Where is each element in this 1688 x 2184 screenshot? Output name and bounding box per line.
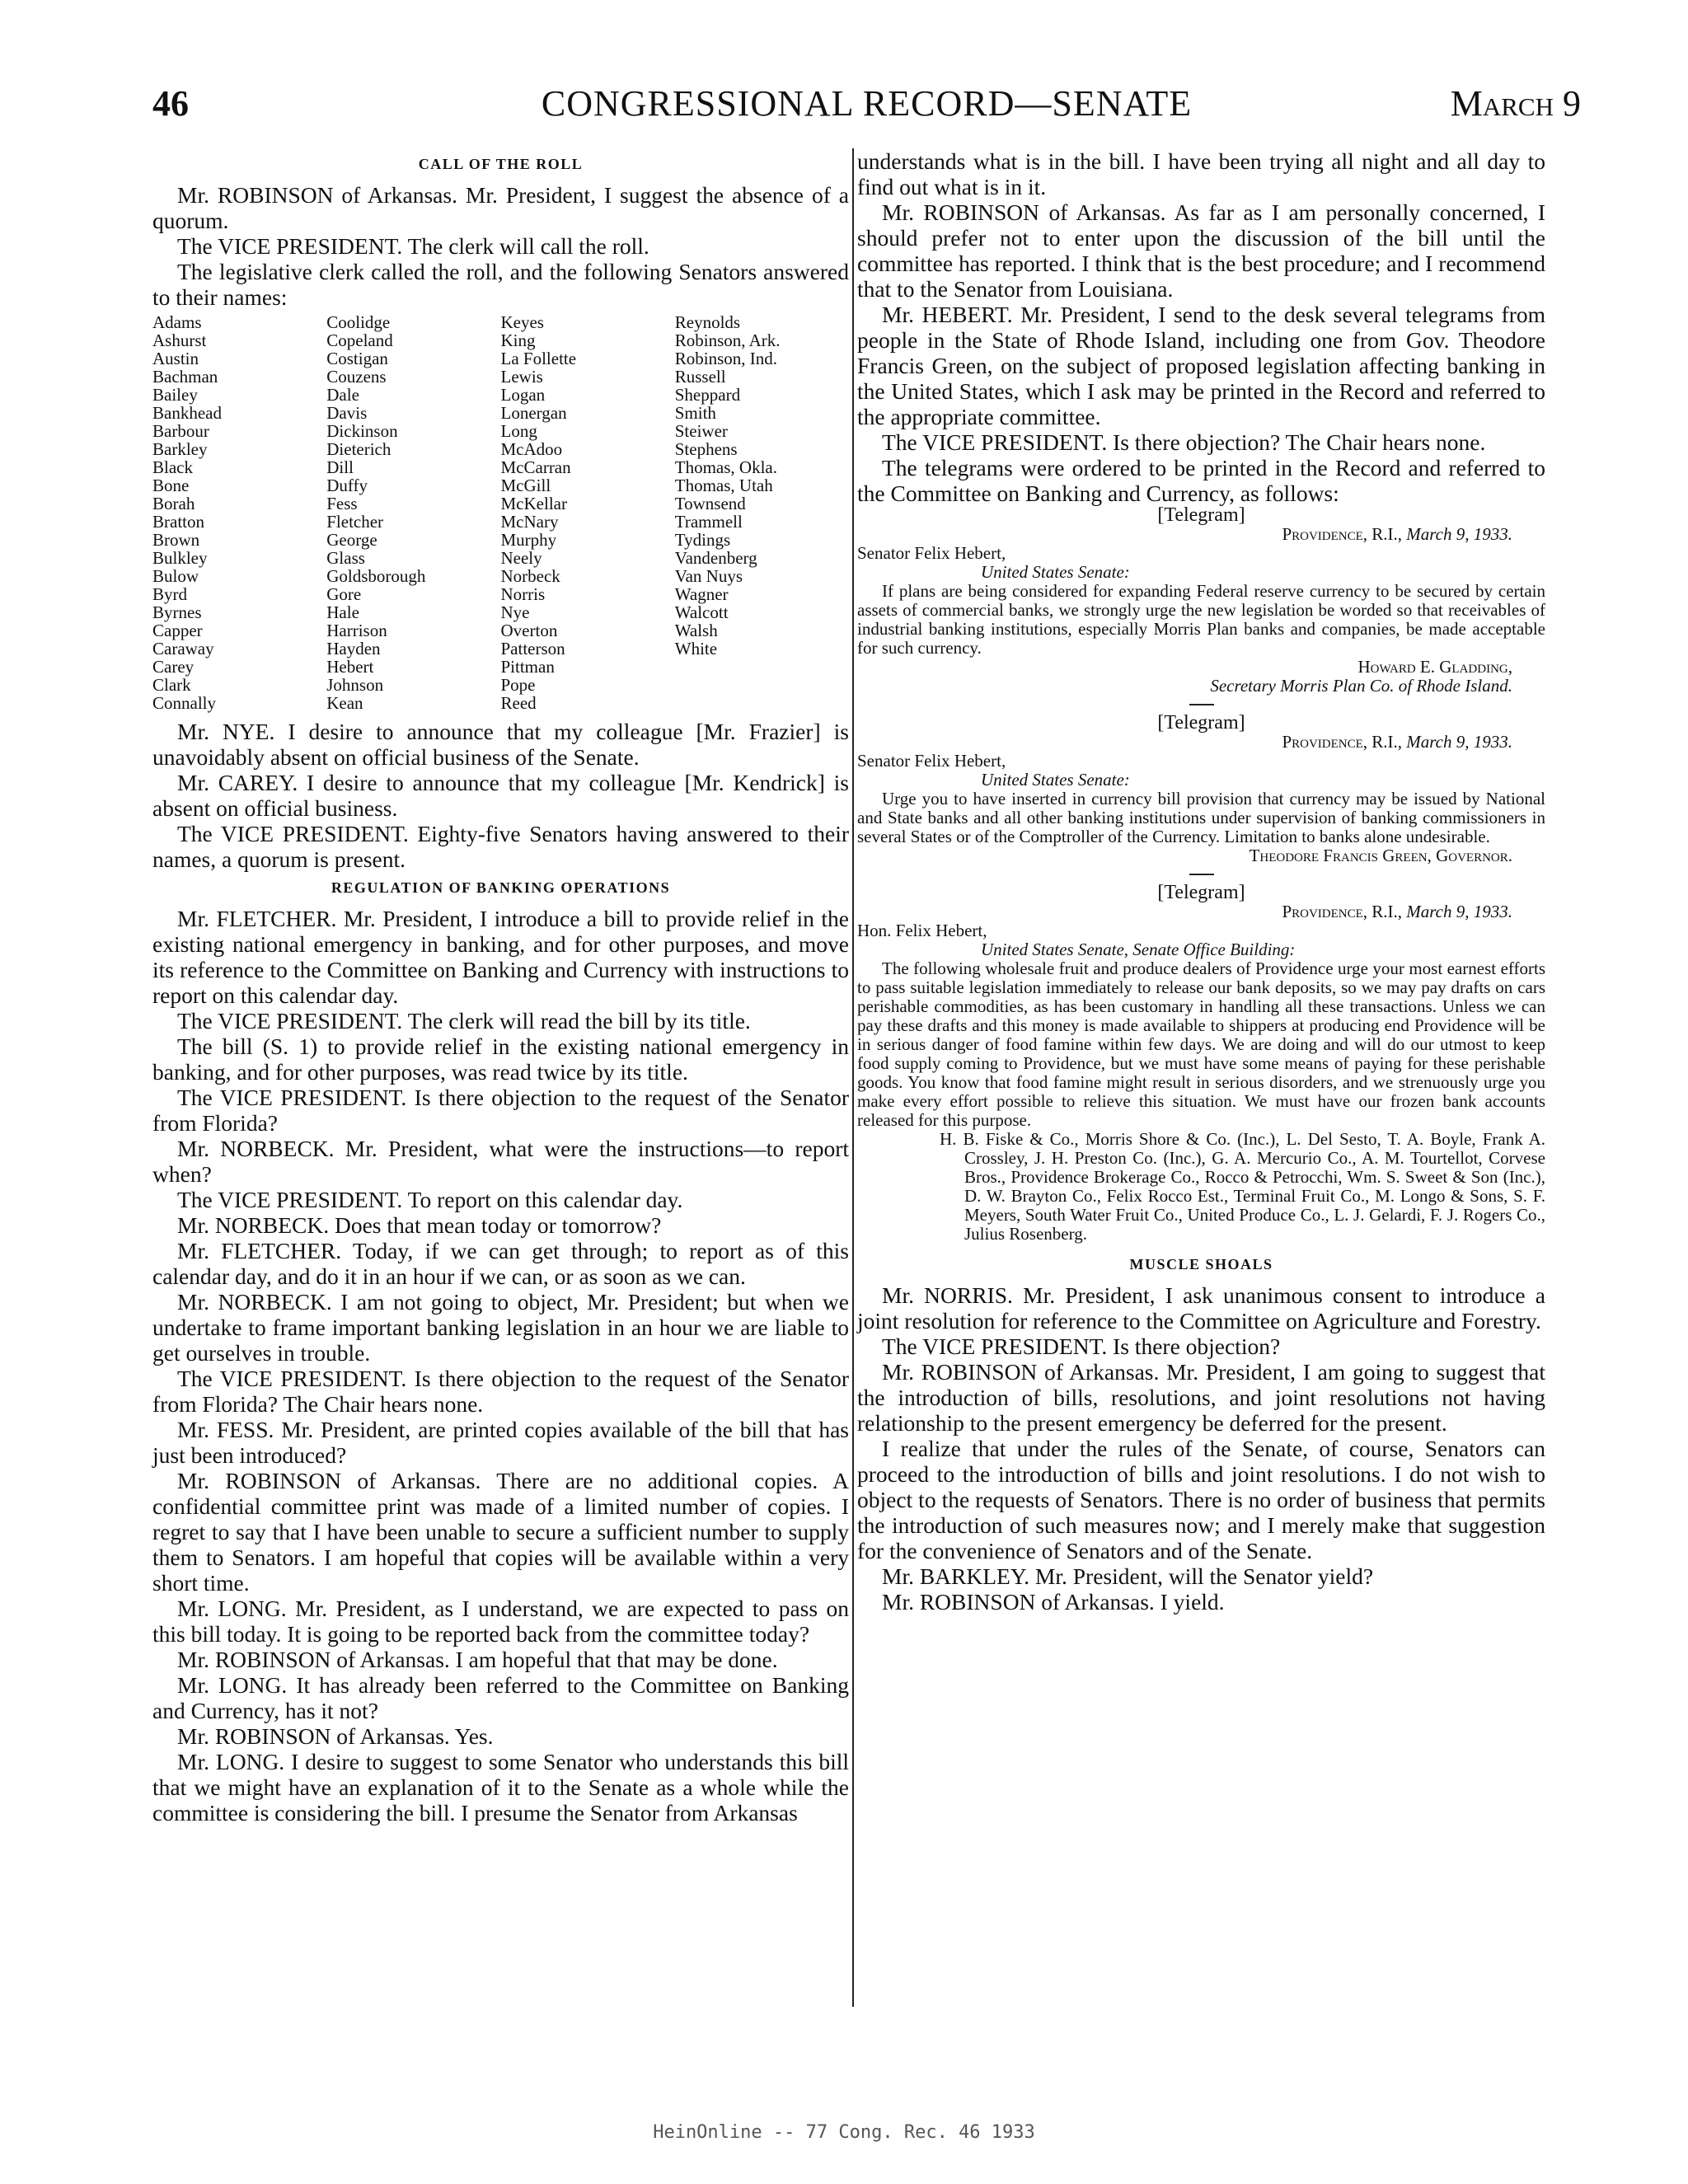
paragraph: Mr. ROBINSON of Arkansas. Mr. President, I suggest the absence of a quorum.: [152, 182, 849, 233]
paragraph: Mr. FLETCHER. Mr. President, I introduce a bill to provide relief in the existing national emergency in banking, and for other purposes, and move its reference to the Committee on Banking and Currency with instructions to report on this calendar day.: [152, 906, 849, 1008]
senator-name: Bailey: [152, 385, 198, 405]
senator-name: Lewis: [500, 367, 543, 387]
senator-name: Goldsborough: [326, 566, 426, 586]
senator-name: Couzens: [326, 367, 387, 387]
senator-name: Reed: [500, 693, 537, 713]
senator-name: Patterson: [500, 639, 565, 658]
telegram-addressee: Senator Felix Hebert,: [857, 543, 1006, 563]
senator-name: Black: [152, 457, 193, 477]
telegram-addressee: Senator Felix Hebert,: [857, 751, 1006, 771]
senator-name: McCarran: [500, 457, 571, 477]
paragraph: The VICE PRESIDENT. Is there objection? The Chair hears none.: [882, 429, 1486, 455]
paragraph: Mr. ROBINSON of Arkansas. As far as I am personally concerned, I should prefer not to enter upon the discussion of the bill until the committee has reported. I think that is the best procedure; and I recommend that to the Senator from Louisiana.: [857, 199, 1545, 302]
senator-name: Ashurst: [152, 330, 207, 350]
senator-name: Fletcher: [326, 512, 384, 532]
paragraph: Mr. ROBINSON of Arkansas. Yes.: [177, 1723, 494, 1749]
senator-name: Byrnes: [152, 602, 202, 622]
senator-name: Keyes: [500, 312, 544, 332]
senator-name: Glass: [326, 548, 365, 568]
paragraph: Mr. LONG. I desire to suggest to some Senator who understands this bill that we might have an explanation of it to the Senate as a whole while the committee is considering the bill. I presume the Senator from Arkansas: [152, 1749, 849, 1825]
paragraph: Mr. NYE. I desire to announce that my colleague [Mr. Frazier] is unavoidably absent on official business of the Senate.: [152, 719, 849, 770]
senator-name: Davis: [326, 403, 368, 423]
paragraph: The VICE PRESIDENT. The clerk will read the bill by its title.: [177, 1008, 751, 1033]
senator-name: Reynolds: [674, 312, 741, 332]
senator-name: Bulow: [152, 566, 199, 586]
paragraph: Mr. NORRIS. Mr. President, I ask unanimous consent to introduce a joint resolution for reference to the Committee on Agriculture and Forestry.: [857, 1282, 1545, 1333]
paragraph: Mr. NORBECK. Mr. President, what were the instructions—to report when?: [152, 1136, 849, 1187]
senator-name: Van Nuys: [674, 566, 743, 586]
senator-name: Norbeck: [500, 566, 560, 586]
senator-name: McGill: [500, 476, 551, 495]
senator-name: Bachman: [152, 367, 218, 387]
telegram-address: United States Senate:: [981, 770, 1130, 790]
paragraph: Mr. ROBINSON of Arkansas. I am hopeful that that may be done.: [177, 1647, 778, 1672]
senator-name: Barbour: [152, 421, 209, 441]
paragraph: understands what is in the bill. I have been trying all night and all day to find out what is in it.: [857, 148, 1545, 199]
senator-name: Overton: [500, 621, 558, 640]
senator-name: Vandenberg: [674, 548, 757, 568]
telegram-label: [Telegram]: [1157, 712, 1245, 733]
roll-column: [675, 313, 849, 712]
paragraph: Mr. LONG. It has already been referred to the Committee on Banking and Currency, has it not?: [152, 1672, 849, 1723]
senator-name: Thomas, Okla.: [674, 457, 777, 477]
paragraph: Mr. LONG. Mr. President, as I understand, we are expected to pass on this bill today. It is going to be reported back from the committee today?: [152, 1596, 849, 1647]
telegram-place: Providence, R.I.,: [1282, 732, 1403, 752]
senator-name: Nye: [500, 602, 530, 622]
senator-name: Stephens: [674, 439, 738, 459]
roll-column: [326, 313, 500, 712]
paragraph: Mr. ROBINSON of Arkansas. There are no additional copies. A confidential committee print was made of a limited number of copies. I regret to say that I have been unable to secure a sufficient number to supply them to Senators. I am hopeful that copies will be available within a very short time.: [152, 1468, 849, 1596]
divider: [1189, 704, 1214, 705]
roll-call-list: [152, 313, 849, 712]
senator-name: Thomas, Utah: [674, 476, 773, 495]
senator-name: Walsh: [674, 621, 718, 640]
senator-name: Duffy: [326, 476, 368, 495]
telegram: [857, 883, 1545, 1244]
senator-name: Johnson: [326, 675, 384, 695]
telegram-body: Urge you to have inserted in currency bill provision that currency may be issued by National and State banks and all other banking institutions under supervision of banking commissioners in several States or of the Comptroller of the Currency. Limitation to banks alone undesirable.: [857, 789, 1545, 846]
senator-name: McNary: [500, 512, 559, 532]
senator-name: Dale: [326, 385, 359, 405]
telegram-signers: H. B. Fiske & Co., Morris Shore & Co. (Inc.), L. Del Sesto, T. A. Boyle, Frank A. Crossley, J. H. Preston Co. (Inc.), G. A. Mercurio Co., A. M. Tourtellot, Corvese Bros., Providence Brokerage Co., Rocco & Petrocchi, Wm. S. Sweet & Son (Inc.), D. W. Brayton Co., Felix Rocco Est., Terminal Fruit Co., M. Longo & Sons, S. F. Meyers, South Water Fruit Co., United Produce Co., L. J. Gelardi, F. J. Rogers Co., Julius Rosenberg.: [940, 1129, 1545, 1244]
senator-name: Lonergan: [500, 403, 567, 423]
telegram-dateline: [857, 525, 1545, 544]
senator-name: Robinson, Ark.: [674, 330, 781, 350]
paragraph: Mr. BARKLEY. Mr. President, will the Senator yield?: [882, 1563, 1374, 1589]
senator-name: Capper: [152, 621, 203, 640]
senator-name: Brown: [152, 530, 200, 550]
telegram-address: United States Senate:: [981, 562, 1130, 582]
senator-name: Murphy: [500, 530, 557, 550]
senator-name: Austin: [152, 349, 199, 368]
senator-name: Copeland: [326, 330, 393, 350]
senator-name: Bulkley: [152, 548, 208, 568]
header-date: March 9: [1450, 83, 1581, 124]
senator-name: Long: [500, 421, 537, 441]
senator-name: Borah: [152, 494, 195, 513]
senator-name: Logan: [500, 385, 546, 405]
telegram: [857, 506, 1545, 696]
left-column: [152, 148, 849, 1825]
paragraph: Mr. FESS. Mr. President, are printed copies available of the bill that has just been introduced?: [152, 1417, 849, 1468]
paragraph: Mr. FLETCHER. Today, if we can get through; to report as of this calendar day, and do it in an hour if we can, or as soon as we can.: [152, 1238, 849, 1289]
paragraph: The bill (S. 1) to provide relief in the existing national emergency in banking, and for other purposes, was read twice by its title.: [152, 1033, 849, 1085]
telegram-signature: Howard E. Gladding,: [1357, 657, 1512, 677]
paragraph: The VICE PRESIDENT. Eighty-five Senators having answered to their names, a quorum is present.: [152, 821, 849, 872]
senator-name: Dickinson: [326, 421, 398, 441]
senator-name: Clark: [152, 675, 191, 695]
senator-name: Bone: [152, 476, 190, 495]
senator-name: La Follette: [500, 349, 577, 368]
telegram-dateline: [857, 733, 1545, 752]
paragraph: The VICE PRESIDENT. Is there objection to the request of the Senator from Florida?: [152, 1085, 849, 1136]
paragraph: Mr. ROBINSON of Arkansas. Mr. President, I am going to suggest that the introduction of bills, resolutions, and joint resolutions not having relationship to the present emergency be deferred for the present.: [857, 1359, 1545, 1436]
telegram-signature: Theodore Francis Green, Governor.: [1249, 846, 1512, 865]
right-column: [857, 148, 1545, 1615]
telegram-addressee: Hon. Felix Hebert,: [857, 921, 987, 940]
section-heading: REGULATION OF BANKING OPERATIONS: [331, 879, 671, 896]
telegram-body: If plans are being considered for expanding Federal reserve currency to be secured by certain assets of commercial banks, we strongly urge the new legislation be worded so that receivables of industrial banking institutions, especially Morris Plan banks and companies, be made acceptable for such currency.: [857, 581, 1545, 658]
senator-name: Bratton: [152, 512, 204, 532]
telegram-place: Providence, R.I.,: [1282, 902, 1403, 921]
senator-name: Dill: [326, 457, 354, 477]
paragraph: Mr. CAREY. I desire to announce that my colleague [Mr. Kendrick] is absent on official business.: [152, 770, 849, 821]
paragraph: Mr. NORBECK. Does that mean today or tomorrow?: [177, 1212, 662, 1238]
paragraph: Mr. NORBECK. I am not going to object, Mr. President; but when we undertake to frame important banking legislation in an hour we are liable to get ourselves in trouble.: [152, 1289, 849, 1366]
senator-name: Steiwer: [674, 421, 728, 441]
section-heading: MUSCLE SHOALS: [1129, 1256, 1273, 1272]
paragraph: Mr. HEBERT. Mr. President, I send to the desk several telegrams from people in the State of Rhode Island, including one from Gov. Theodore Francis Green, on the subject of proposed legislation affecting banking in the United States, which I ask may be printed in the Record and referred to the appropriate committee.: [857, 302, 1545, 429]
senator-name: Robinson, Ind.: [674, 349, 778, 368]
senator-name: Fess: [326, 494, 358, 513]
senator-name: Coolidge: [326, 312, 391, 332]
senator-name: Kean: [326, 693, 363, 713]
senator-name: Hayden: [326, 639, 381, 658]
telegram-address: United States Senate, Senate Office Building:: [981, 940, 1296, 959]
telegram-dateline: [857, 902, 1545, 921]
telegram-label: [Telegram]: [1157, 504, 1245, 526]
section-heading: CALL OF THE ROLL: [418, 156, 584, 172]
paragraph: The VICE PRESIDENT. The clerk will call the roll.: [177, 233, 649, 259]
telegram-body: The following wholesale fruit and produce dealers of Providence urge your most earnest efforts to pass suitable legislation immediately to release our bank deposits, so we may pay drafts on cars perishable commodities, as has been customary in handling all these transactions. Unless we can pay these drafts and this money is made available to shippers at producing end Providence will be in serious danger of food famine within few days. We are doing and will do our utmost to keep food supply coming to Providence, but we must have some means of paying for these perishable goods. You know that food famine might result in serious disorders, and we strenuously urge you make every effort possible to relieve this situation. We must have our frozen bank accounts released for this purpose.: [857, 958, 1545, 1130]
senator-name: George: [326, 530, 377, 550]
senator-name: Connally: [152, 693, 216, 713]
roll-column: [501, 313, 675, 712]
senator-name: McKellar: [500, 494, 567, 513]
senator-name: Hale: [326, 602, 359, 622]
senator-name: Russell: [674, 367, 726, 387]
senator-name: Costigan: [326, 349, 388, 368]
telegram-date: March 9, 1933.: [1406, 902, 1512, 921]
roll-column: [152, 313, 326, 712]
source-footer: HeinOnline -- 77 Cong. Rec. 46 1933: [653, 2122, 1035, 2143]
senator-name: Bankhead: [152, 403, 222, 423]
senator-name: Caraway: [152, 639, 214, 658]
senator-name: Dieterich: [326, 439, 392, 459]
senator-name: Trammell: [674, 512, 743, 532]
divider: [1189, 874, 1214, 875]
publication-title: CONGRESSIONAL RECORD—SENATE: [541, 83, 1193, 124]
telegram-date: March 9, 1933.: [1406, 732, 1512, 752]
telegram-place: Providence, R.I.,: [1282, 524, 1403, 544]
senator-name: Harrison: [326, 621, 387, 640]
senator-name: Sheppard: [674, 385, 741, 405]
paragraph: The VICE PRESIDENT. Is there objection?: [882, 1333, 1281, 1359]
senator-name: Neely: [500, 548, 542, 568]
paragraph: The telegrams were ordered to be printed in the Record and referred to the Committee on Banking and Currency, as follows:: [857, 455, 1545, 506]
senator-name: Smith: [674, 403, 716, 423]
paragraph: The legislative clerk called the roll, and the following Senators answered to their names:: [152, 259, 849, 310]
paragraph: The VICE PRESIDENT. To report on this calendar day.: [177, 1187, 683, 1212]
senator-name: Walcott: [674, 602, 729, 622]
senator-name: Tydings: [674, 530, 731, 550]
senator-name: Adams: [152, 312, 202, 332]
senator-name: Carey: [152, 657, 195, 677]
senator-name: Norris: [500, 584, 546, 604]
paragraph: Mr. ROBINSON of Arkansas. I yield.: [882, 1589, 1225, 1615]
telegram-label: [Telegram]: [1157, 882, 1245, 903]
page-number: 46: [152, 83, 189, 124]
senator-name: Gore: [326, 584, 362, 604]
senator-name: Pope: [500, 675, 536, 695]
senator-name: King: [500, 330, 536, 350]
paragraph: The VICE PRESIDENT. Is there objection to the request of the Senator from Florida? The Chair hears none.: [152, 1366, 849, 1417]
senator-name: Barkley: [152, 439, 208, 459]
telegram: [857, 714, 1545, 865]
senator-name: Pittman: [500, 657, 555, 677]
senator-name: Hebert: [326, 657, 374, 677]
column-divider: [852, 148, 854, 2007]
senator-name: Byrd: [152, 584, 187, 604]
senator-name: Wagner: [674, 584, 729, 604]
senator-name: Townsend: [674, 494, 746, 513]
paragraph: I realize that under the rules of the Senate, of course, Senators can proceed to the introduction of bills and joint resolutions. I do not wish to object to the requests of Senators. There is no order of business that permits the introduction of such measures now; and I merely make that suggestion for the convenience of Senators and of the Senate.: [857, 1436, 1545, 1563]
senator-name: McAdoo: [500, 439, 563, 459]
page-header: [152, 82, 1581, 132]
telegram-signature-title: Secretary Morris Plan Co. of Rhode Island.: [1210, 676, 1512, 696]
senator-name: White: [674, 639, 718, 658]
telegram-date: March 9, 1933.: [1406, 524, 1512, 544]
